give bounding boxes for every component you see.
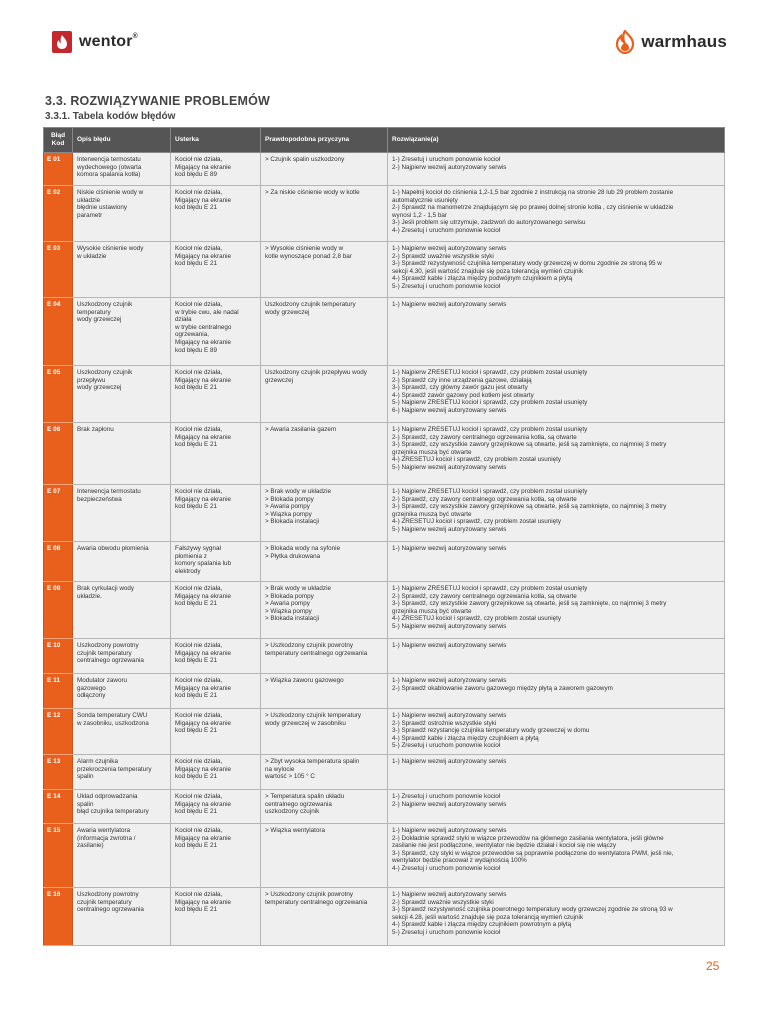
error-description-cell: Interwencja termostatu wydechowego (otwarta komora spalania kotła) [73, 153, 171, 186]
probable-cause-cell: > Temperatura spalin układu centralnego ogrzewania uszkodzony czujnik [261, 790, 388, 824]
fault-cell: Kocioł nie działa, Migający na ekranie kod błędu E 21 [171, 755, 261, 790]
error-code-cell: E 12 [44, 709, 73, 755]
error-description-cell: Awaria obwodu płomienia [73, 542, 171, 582]
solution-cell: 1-) Najpierw wezwij autoryzowany serwis 2-) Sprawdź ostrożnie wszystkie styki 3-) Sprawdź rezystancję czujnika temperatury wody grzewczej w domu 4-) Sprawdź kable i złącza między czujnikiem a płytą 5-) Zresetuj i uruchom ponownie kocioł [388, 709, 725, 755]
solution-cell: 1-) Najpierw wezwij autoryzowany serwis 2-) Sprawdź uważnie wszystkie styki 3-) Sprawdź rezystywność czujnika powrotnego temperatury wody grzewczej zgodnie ze stroną 93 w sekcji 4.28, jeśli wartość znajduje się poza tolerancją wymień czujnik 4-) Sprawdź kable i złącza między czujnikiem powrotnym a płytą 5-) Zresetuj i uruchom ponownie kocioł [388, 888, 725, 946]
error-code-cell: E 07 [44, 485, 73, 542]
error-code-cell: E 13 [44, 755, 73, 790]
error-description-cell: Brak zapłonu [73, 423, 171, 485]
table-row [44, 242, 725, 298]
fault-cell: Kocioł nie działa, Migający na ekranie kod błędu E 21 [171, 423, 261, 485]
error-code-cell: E 01 [44, 153, 73, 186]
error-code-cell: E 04 [44, 298, 73, 366]
probable-cause-cell: > Wiązka zaworu gazowego [261, 674, 388, 709]
table-row [44, 366, 725, 423]
error-description-cell: Niskie ciśnienie wody w układzie błędnie ustawiony parametr [73, 186, 171, 242]
table-row [44, 888, 725, 946]
error-codes-table [43, 127, 725, 946]
probable-cause-cell: > Awaria zasilania gazem [261, 423, 388, 485]
table-row [44, 485, 725, 542]
probable-cause-cell: > Uszkodzony czujnik powrotny temperatury centralnego ogrzewania [261, 639, 388, 674]
error-code-cell: E 15 [44, 824, 73, 888]
solution-cell: 1-) Najpierw ZRESETUJ kocioł i sprawdź, czy problem został usunięty 2-) Sprawdź, czy zawory centralnego ogrzewania kotła, są otwarte 3-) Sprawdź, czy wszystkie zawory grzejnikowe są otwarte, jeśli są zamknięte, co najmniej 3 metry grzejnika muszą być otwarte 4-) ZRESETUJ kocioł i sprawdź, czy problem został usunięty 5-) Najpierw wezwij autoryzowany serwis [388, 582, 725, 639]
table-row [44, 824, 725, 888]
error-description-cell: Uszkodzony powrotny czujnik temperatury centralnego ogrzewania [73, 639, 171, 674]
table-row [44, 298, 725, 366]
fault-cell: Kocioł nie działa, Migający na ekranie kod błędu E 21 [171, 709, 261, 755]
probable-cause-cell: > Wiązka wentylatora [261, 824, 388, 888]
probable-cause-cell: Uszkodzony czujnik przepływu wody grzewczej [261, 366, 388, 423]
error-code-cell: E 06 [44, 423, 73, 485]
error-code-cell: E 05 [44, 366, 73, 423]
probable-cause-cell: > Wysokie ciśnienie wody w kotle wynoszące ponad 2,8 bar [261, 242, 388, 298]
probable-cause-cell: > Brak wody w układzie > Blokada pompy > Awaria pompy > Wiązka pompy > Blokada instalacji [261, 582, 388, 639]
page-header [0, 0, 768, 90]
fault-cell: Kocioł nie działa, Migający na ekranie kod błędu E 21 [171, 242, 261, 298]
solution-cell: 1-) Najpierw wezwij autoryzowany serwis [388, 755, 725, 790]
error-code-cell: E 02 [44, 186, 73, 242]
fault-cell: Kocioł nie działa, Migający na ekranie kod błędu E 21 [171, 824, 261, 888]
probable-cause-cell: > Czujnik spalin uszkodzony [261, 153, 388, 186]
fault-cell: Kocioł nie działa, Migający na ekranie kod błędu E 21 [171, 888, 261, 946]
solution-cell: 1-) Zresetuj i uruchom ponownie kocioł 2-) Najpierw wezwij autoryzowany serwis [388, 153, 725, 186]
error-description-cell: Brak cyrkulacji wody układzie. [73, 582, 171, 639]
warmhaus-flame-icon [614, 30, 636, 54]
solution-cell: 1-) Najpierw wezwij autoryzowany serwis 2-) Sprawdź uważnie wszystkie styki 3-) Sprawdź rezystywność czujnika temperatury wody grzewczej w domu zgodnie ze stroną 95 w sekcji 4.30, jeśli wartość znajduje się poza tolerancją wymień czujnik 4-) Sprawdź kable i złącza między podwójnym czujnikiem a płytą 5-) Zresetuj i uruchom ponownie kocioł [388, 242, 725, 298]
probable-cause-cell: > Brak wody w układzie > Blokada pompy > Awaria pompy > Wiązka pompy > Blokada instalacji [261, 485, 388, 542]
column-header-solution: Rozwiązanie(a) [388, 128, 725, 153]
table-row [44, 582, 725, 639]
error-description-cell: Modulator zaworu gazowego odłączony [73, 674, 171, 709]
solution-cell: 1-) Najpierw wezwij autoryzowany serwis 2-) Dokładnie sprawdź styki w wiązce przewodów na głównego zasilania wentylatora, jeśli główne zasilanie nie jest podłączone, wentylator nie będzie działał i kocioł się nie włączy 3-) Sprawdź, czy styki w wiązce przewodów są poprawnie podłączone do wentylatora PWM, jeśli nie, wentylator będzie pracował z wydajnością 100% 4-) Zresetuj i uruchom ponownie kocioł [388, 824, 725, 888]
fault-cell: Kocioł nie działa, Migający na ekranie kod błędu E 21 [171, 582, 261, 639]
fault-cell: Fałszywy sygnał płomienia z komory spalania lub elektrody [171, 542, 261, 582]
section-title: 3.3. ROZWIĄZYWANIE PROBLEMÓW [45, 94, 271, 108]
fault-cell: Kocioł nie działa, Migający na ekranie kod błędu E 21 [171, 485, 261, 542]
error-description-cell: Uszkodzony czujnik temperatury wody grzewczej [73, 298, 171, 366]
error-code-cell: E 16 [44, 888, 73, 946]
error-code-cell: E 14 [44, 790, 73, 824]
error-code-cell: E 11 [44, 674, 73, 709]
warmhaus-brand-name: warmhaus [641, 32, 727, 51]
table-row [44, 639, 725, 674]
fault-cell: Kocioł nie działa, Migający na ekranie kod błędu E 89 [171, 153, 261, 186]
table-row [44, 709, 725, 755]
probable-cause-cell: > Zbyt wysoka temperatura spalin na wylocie wartość > 105 ° C [261, 755, 388, 790]
solution-cell: 1-) Najpierw wezwij autoryzowany serwis [388, 298, 725, 366]
error-description-cell: Układ odprowadzania spalin błąd czujnika temperatury [73, 790, 171, 824]
probable-cause-cell: > Blokada wody na syfonie > Płytka drukowana [261, 542, 388, 582]
probable-cause-cell: > Uszkodzony czujnik powrotny temperatury centralnego ogrzewania [261, 888, 388, 946]
error-code-cell: E 10 [44, 639, 73, 674]
solution-cell: 1-) Najpierw wezwij autoryzowany serwis [388, 639, 725, 674]
flame-icon [52, 31, 72, 53]
table-row [44, 755, 725, 790]
table-row [44, 674, 725, 709]
error-description-cell: Uszkodzony czujnik przepływu wody grzewczej [73, 366, 171, 423]
error-description-cell: Wysokie ciśnienie wody w układzie [73, 242, 171, 298]
table-row [44, 153, 725, 186]
fault-cell: Kocioł nie działa, Migający na ekranie kod błędu E 21 [171, 366, 261, 423]
error-description-cell: Interwencja termostatu bezpieczeństwa [73, 485, 171, 542]
error-description-cell: Awaria wentylatora (informacja zwrotna / zasilanie) [73, 824, 171, 888]
solution-cell: 1-) Najpierw wezwij autoryzowany serwis [388, 542, 725, 582]
fault-cell: Kocioł nie działa, w trybie cwu, ale nadal działa w trybie centralnego ogrzewania, Migający na ekranie kod błędu E 89 [171, 298, 261, 366]
error-description-cell: Alarm czujnika przekroczenia temperatury spalin [73, 755, 171, 790]
fault-cell: Kocioł nie działa, Migający na ekranie kod błędu E 21 [171, 639, 261, 674]
error-code-cell: E 03 [44, 242, 73, 298]
probable-cause-cell: > Za niskie ciśnienie wody w kotle [261, 186, 388, 242]
error-code-cell: E 09 [44, 582, 73, 639]
solution-cell: 1-) Najpierw wezwij autoryzowany serwis 2-) Sprawdź okablowanie zaworu gazowego między płytą a zaworem gazowym [388, 674, 725, 709]
error-description-cell: Uszkodzony powrotny czujnik temperatury centralnego ogrzewania [73, 888, 171, 946]
probable-cause-cell: > Uszkodzony czujnik temperatury wody grzewczej w zasobniku [261, 709, 388, 755]
subsection-title: 3.3.1. Tabela kodów błędów [45, 111, 176, 122]
column-header-code: Błąd Kod [44, 128, 73, 153]
table-body [44, 153, 725, 946]
fault-cell: Kocioł nie działa, Migający na ekranie kod błędu E 21 [171, 186, 261, 242]
probable-cause-cell: Uszkodzony czujnik temperatury wody grzewczej [261, 298, 388, 366]
table-row [44, 423, 725, 485]
solution-cell: 1-) Najpierw ZRESETUJ kocioł i sprawdź, czy problem został usunięty 2-) Sprawdź czy inne urządzenia gazowe, działają 3-) Sprawdź, czy główny zawór gazu jest otwarty 4-) Sprawdź zawór gazowy pod kotłem jest otwarty 5-) Najpierw ZRESETUJ kocioł i sprawdź, czy problem został usunięty 6-) Najpierw wezwij autoryzowany serwis [388, 366, 725, 423]
table-row [44, 542, 725, 582]
wentor-logo [52, 31, 138, 53]
warmhaus-logo [614, 30, 727, 54]
fault-cell: Kocioł nie działa, Migający na ekranie kod błędu E 21 [171, 790, 261, 824]
column-header-description: Opis błędu [73, 128, 171, 153]
fault-cell: Kocioł nie działa, Migający na ekranie kod błędu E 21 [171, 674, 261, 709]
error-code-cell: E 08 [44, 542, 73, 582]
column-header-cause: Prawdopodobna przyczyna [261, 128, 388, 153]
error-description-cell: Sonda temperatury CWU w zasobniku, uszkodzona [73, 709, 171, 755]
page-number: 25 [706, 959, 720, 973]
table-row [44, 186, 725, 242]
solution-cell: 1-) Najpierw ZRESETUJ kocioł i sprawdź, czy problem został usunięty 2-) Sprawdź, czy zawory centralnego ogrzewania kotła, są otwarte 3-) Sprawdź, czy wszystkie zawory grzejnikowe są otwarte, jeśli są zamknięte, co najmniej 3 metry grzejnika muszą być otwarte 4-) ZRESETUJ kocioł i sprawdź, czy problem został usunięty 5-) Najpierw wezwij autoryzowany serwis [388, 485, 725, 542]
column-header-fault: Usterka [171, 128, 261, 153]
solution-cell: 1-) Najpierw ZRESETUJ kocioł i sprawdź, czy problem został usunięty 2-) Sprawdź, czy zawory centralnego ogrzewania kotła, są otwarte 3-) Sprawdź, czy wszystkie zawory grzejnikowe są otwarte, jeśli są zamknięte, co najmniej 3 metry grzejnika muszą być otwarte 4-) ZRESETUJ kocioł i sprawdź, czy problem został usunięty 5-) Najpierw wezwij autoryzowany serwis [388, 423, 725, 485]
solution-cell: 1-) Zresetuj i uruchom ponownie kocioł 2-) Najpierw wezwij autoryzowany serwis [388, 790, 725, 824]
solution-cell: 1-) Napełnij kocioł do ciśnienia 1,2-1,5 bar zgodnie z instrukcją na stronie 28 lub 29 problem zostanie automatycznie usunięty 2-) Sprawdź na manometrze znajdującym się po prawej dolnej stronie kotła , czy ciśnienie w układzie wynosi 1,2 - 1,5 bar 3-) Jeśli problem się utrzymuje, zadzwoń do autoryzowanego serwisu 4-) Zresetuj i uruchom ponownie kocioł [388, 186, 725, 242]
table-header-row [44, 128, 725, 153]
wentor-brand-name: wentor® [79, 33, 139, 50]
table-row [44, 790, 725, 824]
